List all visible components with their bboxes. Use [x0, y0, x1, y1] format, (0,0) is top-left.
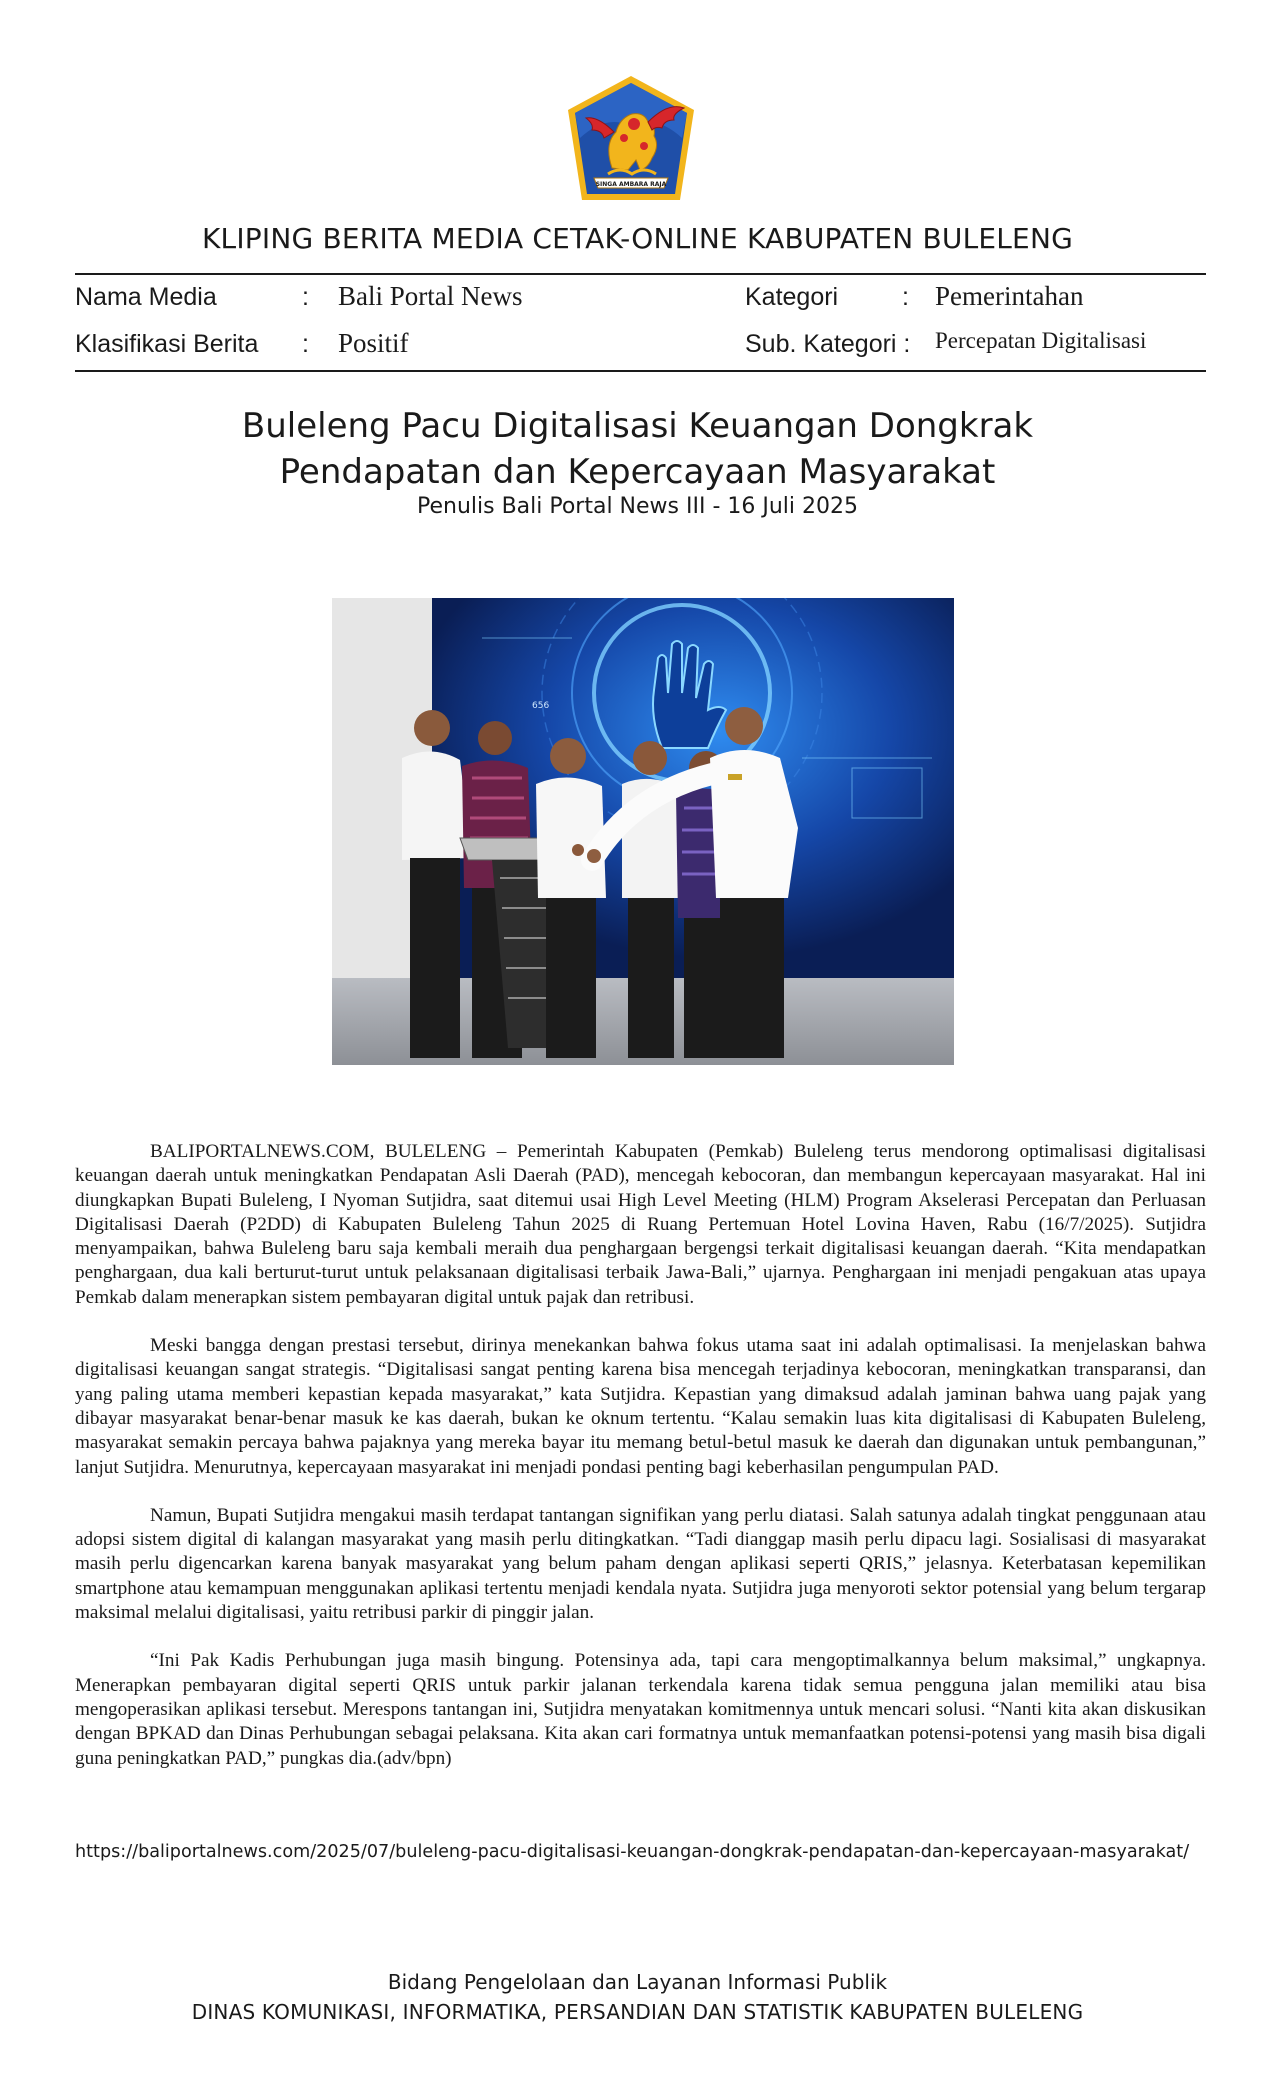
media-name-colon: : — [302, 283, 309, 311]
header-divider-top — [75, 273, 1206, 275]
media-name-label: Nama Media — [75, 283, 217, 311]
article-paragraph-4: “Ini Pak Kadis Perhubungan juga masih bingung. Potensinya ada, tapi cara mengoptimalkannya belum maksimal,” ungkapnya. Menerapkan pembayaran digital seperti QRIS untuk parkir jalanan terkendala karena tidak semua pengguna jalan memiliki atau bisa mengoperasikan aplikasi tersebut. Merespons tantangan ini, Sutjidra menyatakan komitmennya untuk mencari solusi. “Nanti kita akan diskusikan dengan BPKAD dan Dinas Perhubungan sebagai pelaksana. Kita akan cari formatnya untuk memanfaatkan potensi-potensi yang masih bisa digali guna peningkatkan PAD,” pungkas dia.(adv/bpn) — [75, 1650, 1206, 1769]
article-title-line-2: Pendapatan dan Kepercayaan Masyarakat — [279, 452, 996, 492]
article-source-url[interactable]: https://baliportalnews.com/2025/07/buleleng-pacu-digitalisasi-keuangan-dongkrak-pendapatan-dan-kepercayaan-masyarakat/ — [75, 1842, 1190, 1862]
category-value: Pemerintahan — [935, 281, 1084, 311]
footer-department: Bidang Pengelolaan dan Layanan Informasi Publik — [387, 1970, 888, 1994]
article-paragraph-2: Meski bangga dengan prestasi tersebut, dirinya menekankan bahwa fokus utama saat ini adalah optimalisasi. Ia menjelaskan bahwa digitalisasi keuangan sangat strategis. “Digitalisasi sangat penting karena bisa mencegah terjadinya kebocoran, meningkatkan transparansi, dan yang paling utama memberi kepastian kepada masyarakat,” kata Sutjidra. Kepastian yang dimaksud adalah jaminan bahwa uang pajak yang dibayar masyarakat benar-benar masuk ke kas daerah, bukan ke oknum tertentu. “Kalau semakin luas kita digitalisasi di Kabupaten Buleleng, masyarakat semakin percaya bahwa pajaknya yang mereka bayar itu memang betul-betul masuk ke daerah dan digunakan untuk pembangunan,” lanjut Sutjidra. Menurutnya, kepercayaan masyarakat ini menjadi pondasi penting bagi keberhasilan pengumpulan PAD. — [75, 1335, 1206, 1478]
article-title-line-1: Buleleng Pacu Digitalisasi Keuangan Dongkrak — [241, 406, 1034, 446]
category-label: Kategori — [745, 283, 839, 311]
article-body — [75, 1140, 1206, 1795]
article-paragraph-1: BALIPORTALNEWS.COM, BULELENG – Pemerintah Kabupaten (Pemkab) Buleleng terus mendorong optimalisasi digitalisasi keuangan daerah untuk meningkatkan Pendapatan Asli Daerah (PAD), mencegah kebocoran, dan membangun kepercayaan masyarakat. Hal ini diungkapkan Bupati Buleleng, I Nyoman Sutjidra, saat ditemui usai High Level Meeting (HLM) Program Akselerasi Percepatan dan Perluasan Digitalisasi Daerah (P2DD) di Kabupaten Buleleng Tahun 2025 di Ruang Pertemuan Hotel Lovina Haven, Rabu (16/7/2025). Sutjidra menyampaikan, bahwa Buleleng baru saja kembali meraih dua penghargaan bergengsi terkait digitalisasi keuangan daerah. “Kita mendapatkan penghargaan, dua kali berturut-turut untuk pelaksanaan digitalisasi terbaik Jawa-Bali,” ujarnya. Penghargaan ini menjadi pengakuan atas upaya Pemkab dalam menerapkan sistem pembayaran digital untuk pajak dan retribusi. — [75, 1141, 1206, 1308]
article-paragraph-3: Namun, Bupati Sutjidra mengakui masih terdapat tantangan signifikan yang perlu diatasi. Salah satunya adalah tingkat penggunaan atau adopsi sistem digital di kalangan masyarakat yang masih perlu ditingkatkan. “Tadi dianggap masih perlu dipacu lagi. Sosialisasi di masyarakat masih perlu digencarkan karena banyak masyarakat yang belum paham dengan aplikasi seperti QRIS,” jelasnya. Keterbatasan kepemilikan smartphone atau kemampuan menggunakan aplikasi tertentu menjadi kendala nyata. Sutjidra juga menyoroti sektor potensial yang belum tergarap maksimal melalui digitalisasi, yaitu retribusi parkir di pinggir jalan. — [75, 1504, 1206, 1624]
news-classification-colon: : — [302, 330, 309, 358]
buleleng-regency-emblem-icon — [564, 74, 698, 202]
emblem-motto: SINGA AMBARA RAJA — [595, 181, 667, 188]
category-colon: : — [902, 283, 909, 311]
article-photo — [332, 598, 954, 1065]
news-classification-value: Positif — [338, 328, 409, 358]
media-name-value: Bali Portal News — [338, 281, 523, 311]
news-classification-label: Klasifikasi Berita — [75, 330, 259, 358]
sub-category-label: Sub. Kategori : — [745, 330, 911, 358]
header-divider-bottom — [75, 370, 1206, 372]
sub-category-value: Percepatan Digitalisasi — [935, 328, 1147, 353]
footer-agency: DINAS KOMUNIKASI, INFORMATIKA, PERSANDIAN DAN STATISTIK KABUPATEN BULELENG — [191, 2000, 1084, 2024]
article-byline: Penulis Bali Portal News III - 16 Juli 2025 — [416, 494, 859, 519]
screen-readout: 656 — [532, 701, 550, 711]
clipping-header-title: KLIPING BERITA MEDIA CETAK-ONLINE KABUPATEN BULELENG — [201, 222, 1073, 255]
article-title — [0, 403, 1275, 495]
